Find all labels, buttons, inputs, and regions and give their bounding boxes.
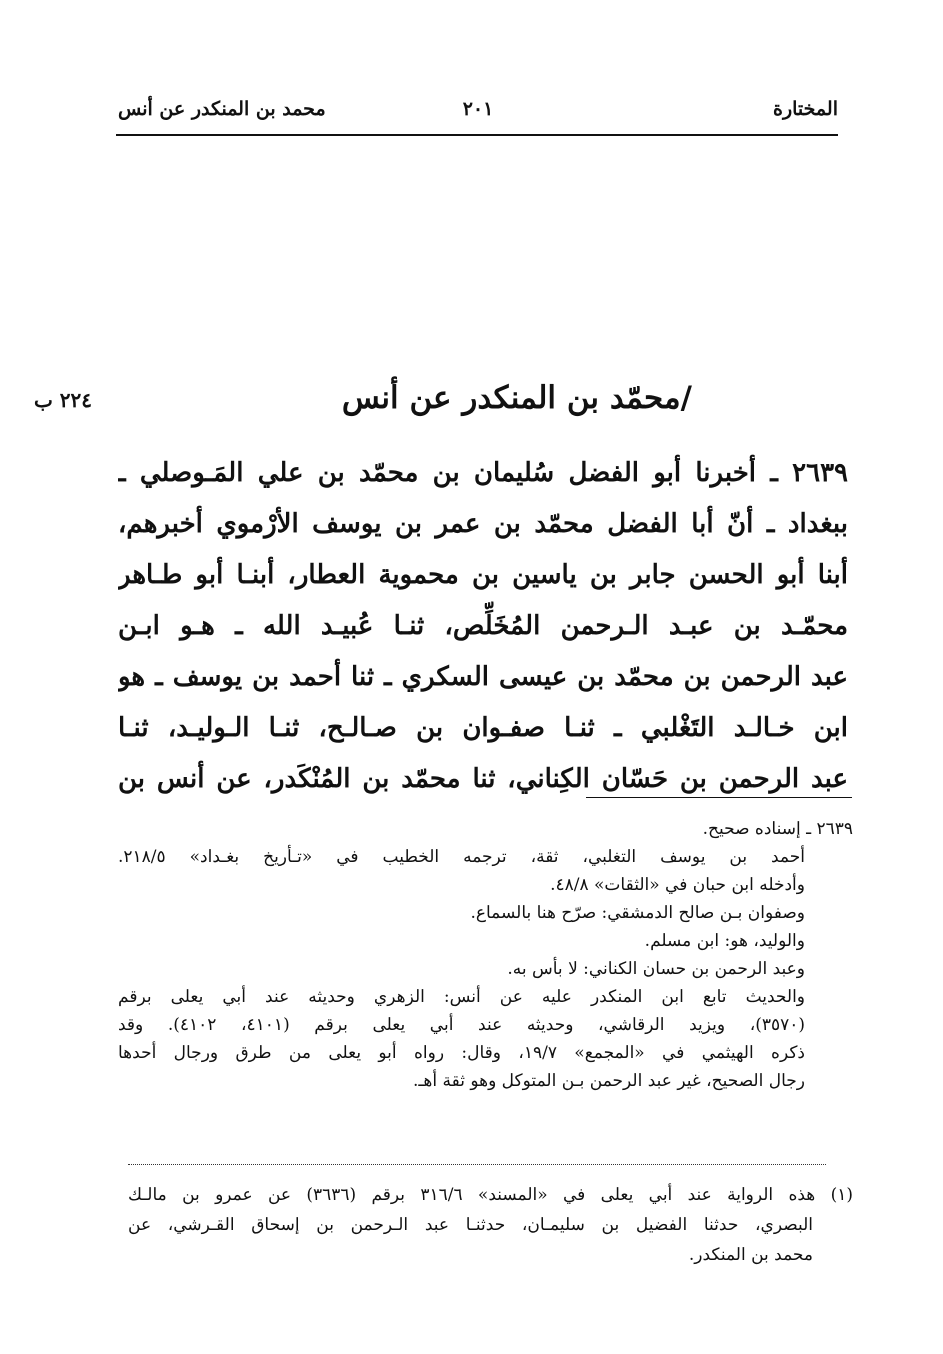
footnote-separator xyxy=(128,1164,826,1165)
notes-line: والحديث تابع ابن المنكدر عليه عن أنس: الزهري وحديثه عند أبي يعلى برقم xyxy=(118,987,805,1007)
footnote-line: محمد بن المنكدر. xyxy=(688,1245,813,1265)
notes-line: وعبد الرحمن بن حسان الكناني: لا بأس به. xyxy=(507,959,805,979)
main-text xyxy=(118,448,848,805)
main-text-line: أبنا أبو الحسن جابر بن ياسين بن محموية العطار، أبنـا أبو طـاهر xyxy=(118,560,848,590)
notes-line: والوليد، هو: ابن مسلم. xyxy=(644,931,805,951)
notes-line: رجال الصحيح، غير عبد الرحمن بـن المتوكل وهو ثقة أهـ. xyxy=(413,1071,805,1091)
footnote-line: (١) هذه الرواية عند أبي يعلى في «المسند» ٣١٦/٦ برقم (٣٦٣٦) عن عمرو بن مالـك xyxy=(128,1185,853,1205)
manuscript-folio-note: ٢٢٤ ب xyxy=(34,388,93,412)
notes-separator xyxy=(586,797,852,798)
footnote-line: البصري، حدثنا الفضيل بن سليمـان، حدثنـا عبد الـرحمن بن إسحاق القـرشي، عن xyxy=(128,1215,813,1235)
section-title: /محمّد بن المنكدر عن أنس xyxy=(341,380,692,416)
main-text-line: ٢٦٣٩ ـ أخبرنا أبو الفضل سُليمان بن محمّد بن علي المَـوصلي ـ xyxy=(118,458,848,488)
notes-line: أحمد بن يوسف التغلبي، ثقة، ترجمه الخطيب في «تـأريخ بغـداد» ٢١٨/٥. xyxy=(118,847,805,867)
page-number: ٢٠١ xyxy=(462,98,494,120)
header-rule xyxy=(116,134,838,136)
hadith-notes xyxy=(118,815,853,1095)
main-text-line: عبد الرحمن بن محمّد بن عيسى السكري ـ ثنا أحمد بن يوسف ـ هو xyxy=(118,662,848,692)
main-text-line: محمّـد بن عبـد الـرحمن المُخَلِّص، ثنـا عُبيـد الله ـ هـو ابـن xyxy=(118,611,848,641)
running-header xyxy=(118,98,838,130)
notes-line: وأدخله ابن حبان في «الثقات» ٤٨/٨. xyxy=(550,875,805,895)
main-text-line: ببغداد ـ أنّ أبا الفضل محمّد بن عمر بن يوسف الأرْموي أخبرهم، xyxy=(118,509,848,539)
header-book-title: المختارة xyxy=(773,98,838,120)
notes-heading: ٢٦٣٩ ـ إسناده صحيح. xyxy=(702,819,853,839)
footnote xyxy=(128,1180,853,1270)
main-text-line: عبد الرحمن بن حَسّان الكِناني، ثنا محمّد بن المُنْكَدر، عن أنس بن xyxy=(118,764,848,794)
notes-line: (٣٥٧٠)، ويزيد الرقاشي، وحديثه عند أبي يعلى برقم (٤١٠١، ٤١٠٢). وقد xyxy=(118,1015,806,1035)
header-chapter-title: محمد بن المنكدر عن أنس xyxy=(118,98,326,120)
main-text-line: ابن خـالـد التَغْلبي ـ ثنـا صفـوان بن صـالـح، ثنـا الـوليـد، ثنـا xyxy=(118,713,848,743)
notes-line: وصفوان بـن صالح الدمشقي: صرّح هنا بالسماع. xyxy=(470,903,805,923)
notes-line: ذكره الهيثمي في «المجمع» ١٩/٧، وقال: رواه أبو يعلى من طرق ورجال أحدها xyxy=(118,1043,805,1063)
